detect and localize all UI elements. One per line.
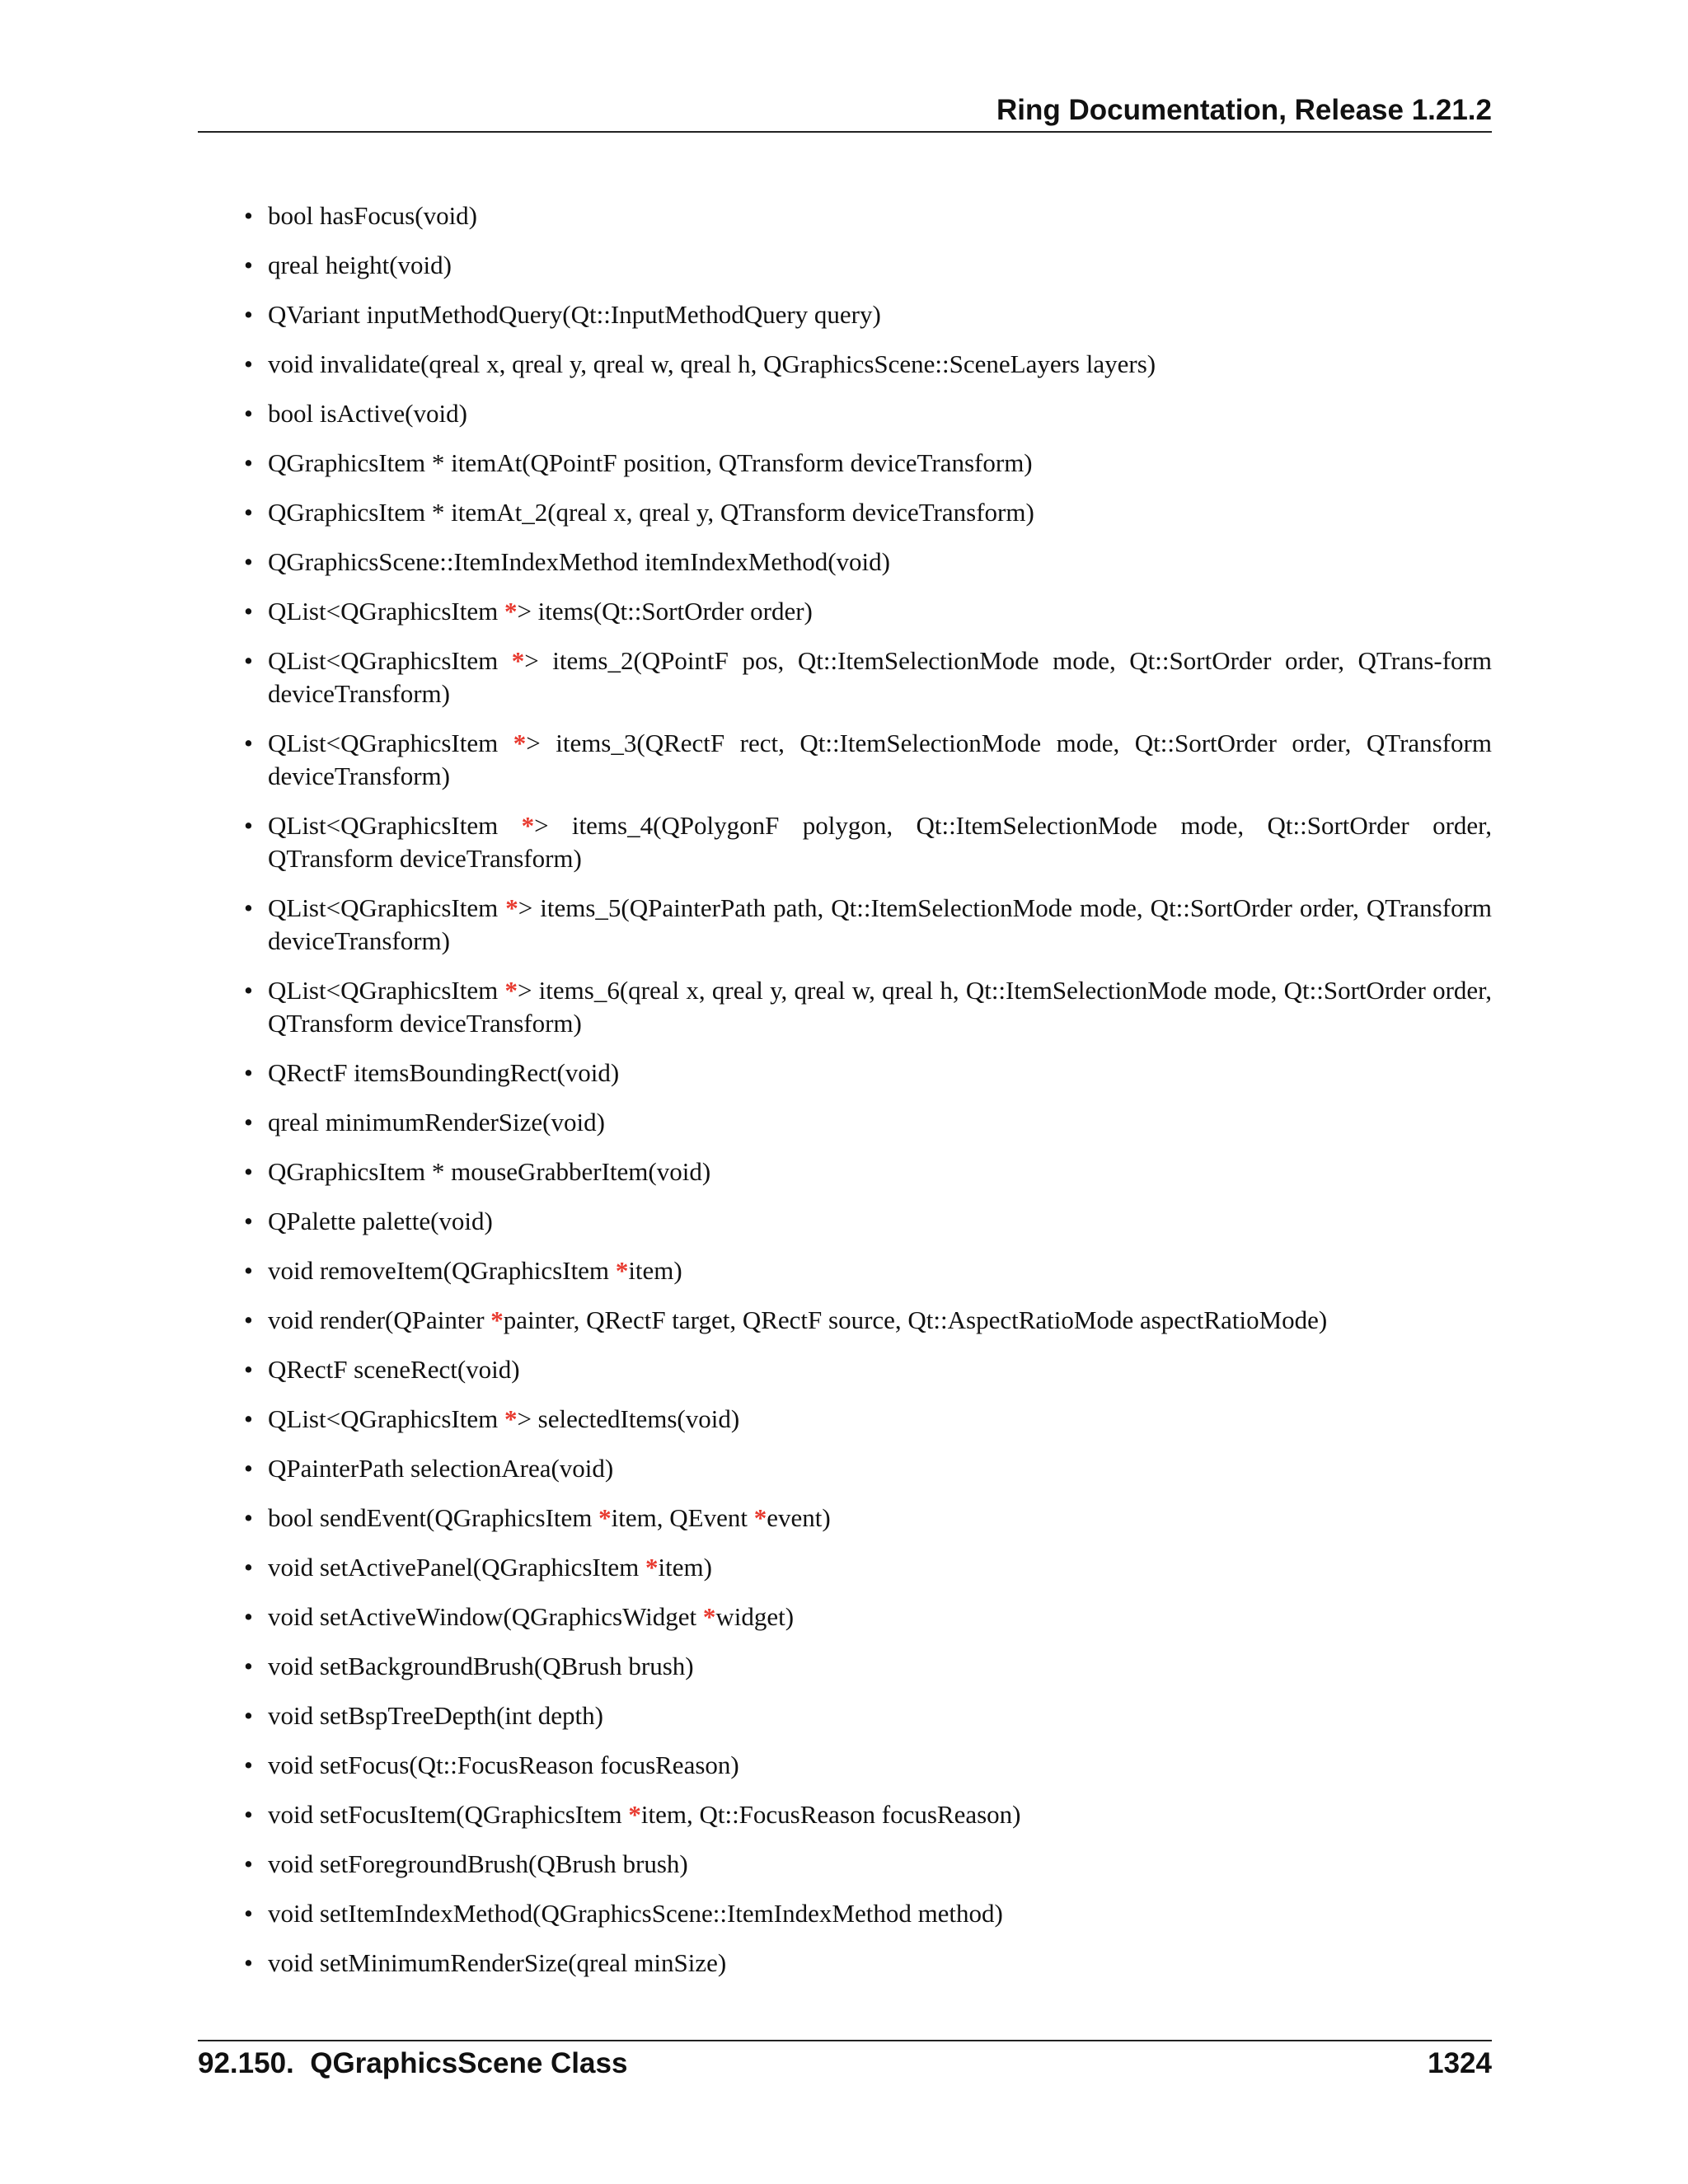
- list-item-text: > selectedItems(void): [517, 1404, 740, 1433]
- list-item: [268, 1205, 1492, 1238]
- pointer-asterisk: *: [504, 976, 518, 1005]
- list-item-text: void setItemIndexMethod(QGraphicsScene::ItemIndexMethod method): [268, 1899, 1003, 1928]
- pointer-asterisk: *: [753, 1503, 767, 1532]
- list-item-text: void setBspTreeDepth(int depth): [268, 1701, 603, 1730]
- list-item: [268, 809, 1492, 875]
- list-item-text: > items(Qt::SortOrder order): [517, 597, 813, 626]
- list-item: [268, 1304, 1492, 1337]
- list-item: [268, 1601, 1492, 1633]
- list-item-text: > items_2(QPointF pos, Qt::ItemSelectionMode mode, Qt::SortOrder order, QTrans-form deviceTransform): [268, 646, 1492, 708]
- list-item: [268, 974, 1492, 1040]
- list-item: [268, 644, 1492, 710]
- pointer-asterisk: *: [513, 729, 527, 757]
- list-item: [268, 1057, 1492, 1090]
- list-item-text: > items_5(QPainterPath path, Qt::ItemSelectionMode mode, Qt::SortOrder order, QTransform deviceTransform): [268, 893, 1493, 955]
- list-item: [268, 1650, 1492, 1683]
- list-item-text: > items_6(qreal x, qreal y, qreal w, qreal h, Qt::ItemSelectionMode mode, Qt::SortOrder order, QTransform deviceTransform): [268, 976, 1493, 1038]
- list-item: [268, 892, 1492, 958]
- pointer-asterisk: *: [504, 1404, 518, 1433]
- list-item-text: item, QEvent: [611, 1503, 754, 1532]
- page-number: 1324: [1428, 2047, 1492, 2079]
- list-item-text: void setBackgroundBrush(QBrush brush): [268, 1652, 694, 1680]
- list-item-text: QGraphicsScene::ItemIndexMethod itemIndexMethod(void): [268, 547, 890, 576]
- list-item-text: > items_4(QPolygonF polygon, Qt::ItemSelectionMode mode, Qt::SortOrder order, QTransform deviceTransform): [268, 811, 1492, 873]
- list-item-text: void removeItem(QGraphicsItem: [268, 1256, 616, 1285]
- list-item-text: QList<QGraphicsItem: [268, 597, 504, 626]
- list-item-text: bool sendEvent(QGraphicsItem: [268, 1503, 599, 1532]
- list-item: [268, 397, 1492, 430]
- list-item-text: item): [658, 1553, 712, 1582]
- list-item: [268, 1749, 1492, 1782]
- pointer-asterisk: *: [615, 1256, 629, 1285]
- list-item-text: void setFocusItem(QGraphicsItem: [268, 1800, 629, 1829]
- list-item-text: void setActivePanel(QGraphicsItem: [268, 1553, 645, 1582]
- list-item-text: void setForegroundBrush(QBrush brush): [268, 1849, 688, 1878]
- list-item-text: item): [628, 1256, 682, 1285]
- list-item: [268, 1551, 1492, 1584]
- header-rule: [198, 131, 1492, 133]
- list-item: [268, 1848, 1492, 1881]
- list-item-text: QList<QGraphicsItem: [268, 729, 513, 757]
- list-item-text: QPalette palette(void): [268, 1207, 493, 1235]
- list-item: [268, 1699, 1492, 1732]
- list-item-text: QGraphicsItem * mouseGrabberItem(void): [268, 1157, 711, 1186]
- pointer-asterisk: *: [598, 1503, 612, 1532]
- list-item: [268, 447, 1492, 480]
- list-item-text: void setActiveWindow(QGraphicsWidget: [268, 1602, 703, 1631]
- list-item: [268, 1452, 1492, 1485]
- list-item: [268, 348, 1492, 381]
- list-item-text: QRectF sceneRect(void): [268, 1355, 520, 1384]
- list-item-text: QVariant inputMethodQuery(Qt::InputMethodQuery query): [268, 300, 881, 329]
- list-item: [268, 1897, 1492, 1930]
- list-item: [268, 496, 1492, 529]
- pointer-asterisk: *: [490, 1305, 504, 1334]
- list-item: [268, 1502, 1492, 1535]
- pointer-asterisk: *: [511, 646, 525, 675]
- list-item-text: void setMinimumRenderSize(qreal minSize): [268, 1948, 727, 1977]
- list-item: [268, 298, 1492, 331]
- list-item-text: QGraphicsItem * itemAt(QPointF position, QTransform deviceTransform): [268, 448, 1033, 477]
- list-item-text: QList<QGraphicsItem: [268, 811, 522, 840]
- list-item: [268, 727, 1492, 793]
- list-item-text: > items_3(QRectF rect, Qt::ItemSelectionMode mode, Qt::SortOrder order, QTransform deviceTransform): [268, 729, 1492, 790]
- list-item-text: QList<QGraphicsItem: [268, 646, 512, 675]
- list-item-text: QRectF itemsBoundingRect(void): [268, 1058, 620, 1087]
- list-item: [268, 1798, 1492, 1831]
- list-item: [268, 199, 1492, 232]
- pointer-asterisk: *: [702, 1602, 716, 1631]
- list-item: [268, 1353, 1492, 1386]
- list-item-text: QList<QGraphicsItem: [268, 976, 505, 1005]
- list-item-text: event): [767, 1503, 831, 1532]
- list-item: [268, 1947, 1492, 1980]
- running-header: Ring Documentation, Release 1.21.2: [996, 94, 1492, 126]
- list-item: [268, 1254, 1492, 1287]
- pointer-asterisk: *: [504, 597, 518, 626]
- footer-section-title: 92.150. QGraphicsScene Class: [198, 2047, 628, 2079]
- pointer-asterisk: *: [645, 1553, 659, 1582]
- list-item-text: bool isActive(void): [268, 399, 467, 428]
- list-item-text: qreal minimumRenderSize(void): [268, 1108, 605, 1137]
- footer-rule: [198, 2040, 1492, 2041]
- list-item-text: QList<QGraphicsItem: [268, 893, 506, 922]
- running-footer: [198, 2046, 1492, 2082]
- pointer-asterisk: *: [521, 811, 535, 840]
- list-item-text: qreal height(void): [268, 251, 452, 279]
- list-item-text: void invalidate(qreal x, qreal y, qreal w, qreal h, QGraphicsScene::SceneLayers layers): [268, 349, 1156, 378]
- list-item: [268, 546, 1492, 579]
- list-item-text: item, Qt::FocusReason focusReason): [640, 1800, 1021, 1829]
- list-item: [268, 1155, 1492, 1188]
- method-list: [268, 199, 1492, 1996]
- list-item: [268, 1403, 1492, 1436]
- pointer-asterisk: *: [628, 1800, 641, 1829]
- list-item-text: QList<QGraphicsItem: [268, 1404, 504, 1433]
- list-item: [268, 595, 1492, 628]
- list-item-text: widget): [715, 1602, 795, 1631]
- list-item-text: void render(QPainter: [268, 1305, 491, 1334]
- list-item-text: QPainterPath selectionArea(void): [268, 1454, 614, 1483]
- list-item-text: void setFocus(Qt::FocusReason focusReason): [268, 1750, 739, 1779]
- list-item: [268, 249, 1492, 282]
- list-item-text: QGraphicsItem * itemAt_2(qreal x, qreal y, QTransform deviceTransform): [268, 498, 1034, 527]
- list-item-text: painter, QRectF target, QRectF source, Qt::AspectRatioMode aspectRatioMode): [503, 1305, 1328, 1334]
- pointer-asterisk: *: [505, 893, 518, 922]
- list-item: [268, 1106, 1492, 1139]
- list-item-text: bool hasFocus(void): [268, 201, 478, 230]
